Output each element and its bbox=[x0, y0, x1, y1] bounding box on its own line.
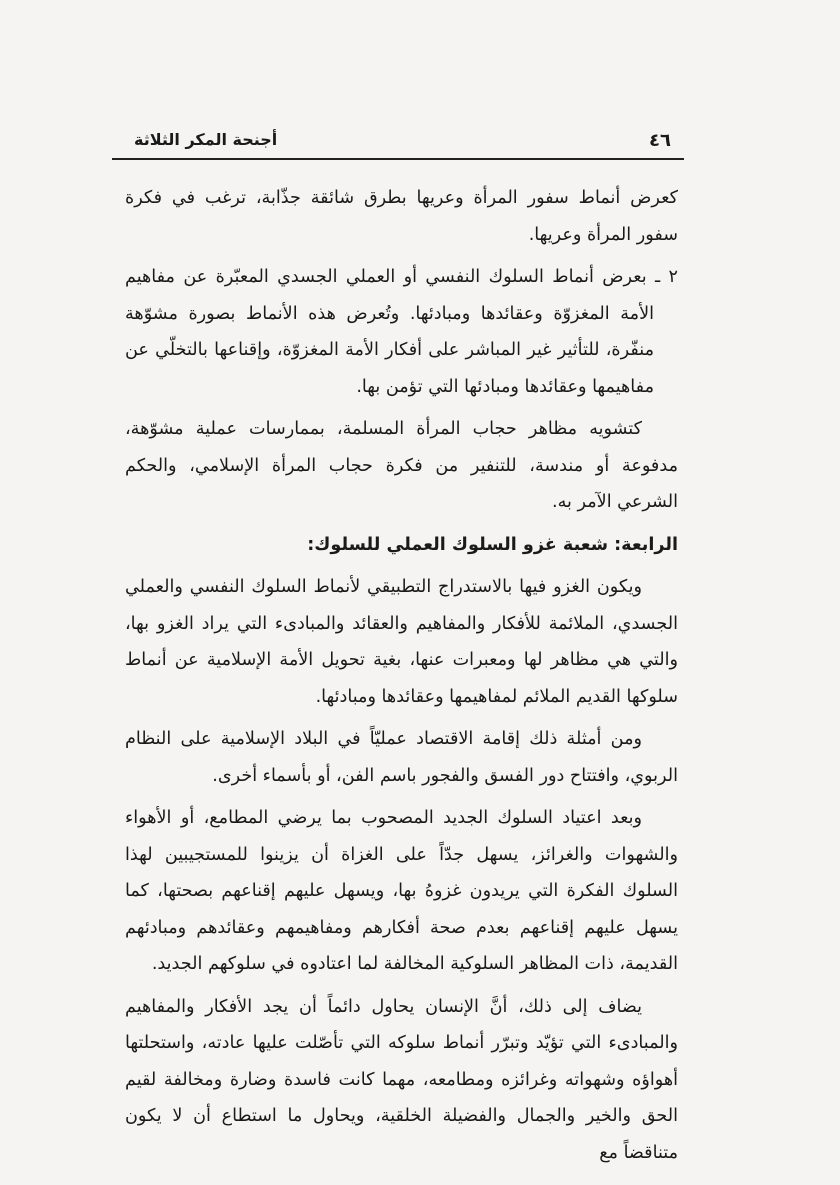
paragraph: وبعد اعتياد السلوك الجديد المصحوب بما يرضي المطامع، أو الأهواء والشهوات والغرائز، يسهل جدّاً على الغزاة أن يزينوا للمستجيبين لهذا السلوك الفكرة التي يريدون غزوهُ بها، ويسهل عليهم إقناعهم بصحتها، كما يسهل عليهم إقناعهم بعدم صحة أفكارهم ومفاهيمهم وعقائدهم ومبادئهم القديمة، ذات المظاهر السلوكية المخالفة لما اعتادوه في سلوكهم الجديد. bbox=[125, 808, 678, 974]
paragraph: كتشويه مظاهر حجاب المرأة المسلمة، بممارسات عملية مشوّهة، مدفوعة أو مندسة، للتنفير من فكرة حجاب المرأة الإسلامي، والحكم الشرعي الآمر به. bbox=[125, 419, 678, 512]
numbered-paragraph: ٢ ـ بعرض أنماط السلوك النفسي أو العملي الجسدي المعبّرة عن مفاهيم الأمة المغزوّة وعقائدها ومبادئها. وتُعرض هذه الأنماط بصورة مشوّهة منفّرة، للتأثير غير المباشر على أفكار الأمة المغزوّة، وإقناعها بالتخلّي عن مفاهيمها وعقائدها ومبادئها التي تؤمن بها. bbox=[125, 267, 678, 397]
page-header bbox=[112, 126, 677, 160]
paragraph: ومن أمثلة ذلك إقامة الاقتصاد عمليّاً في البلاد الإسلامية على النظام الربوي، وافتتاح دور الفسق والفجور باسم الفن، أو بأسماء أخرى. bbox=[125, 729, 678, 786]
page-body bbox=[125, 180, 678, 1177]
header-rule bbox=[112, 158, 684, 160]
paragraph: كعرض أنماط سفور المرأة وعريها بطرق شائقة جذّابة، ترغب في فكرة سفور المرأة وعريها. bbox=[125, 188, 678, 245]
running-title: أجنحة المكر الثلاثة bbox=[134, 130, 278, 149]
paragraph: ويكون الغزو فيها بالاستدراج التطبيقي لأنماط السلوك النفسي والعملي الجسدي، الملائمة للأفكار والمفاهيم والعقائد والمبادىء التي يراد الغزو بها، والتي هي مظاهر لها ومعبرات عنها، بغية تحويل الأمة الإسلامية عن أنماط سلوكها القديم الملائم لمفاهيمها وعقائدها ومبادئها. bbox=[125, 577, 678, 707]
page-number: ٤٦ bbox=[649, 130, 671, 151]
paragraph: يضاف إلى ذلك، أنَّ الإنسان يحاول دائماً أن يجد الأفكار والمفاهيم والمبادىء التي تؤيّد وتبرّر أنماط سلوكه التي تأصّلت عليها عادته، واستحلتها أهواؤه وشهواته وغرائزه ومطامعه، مهما كانت فاسدة وضارة ومخالفة لقيم الحق والخير والجمال والفضيلة الخلقية، ويحاول ما استطاع أن لا يكون متناقضاً مع bbox=[125, 996, 678, 1163]
section-heading: الرابعة: شعبة غزو السلوك العملي للسلوك: bbox=[307, 534, 678, 555]
